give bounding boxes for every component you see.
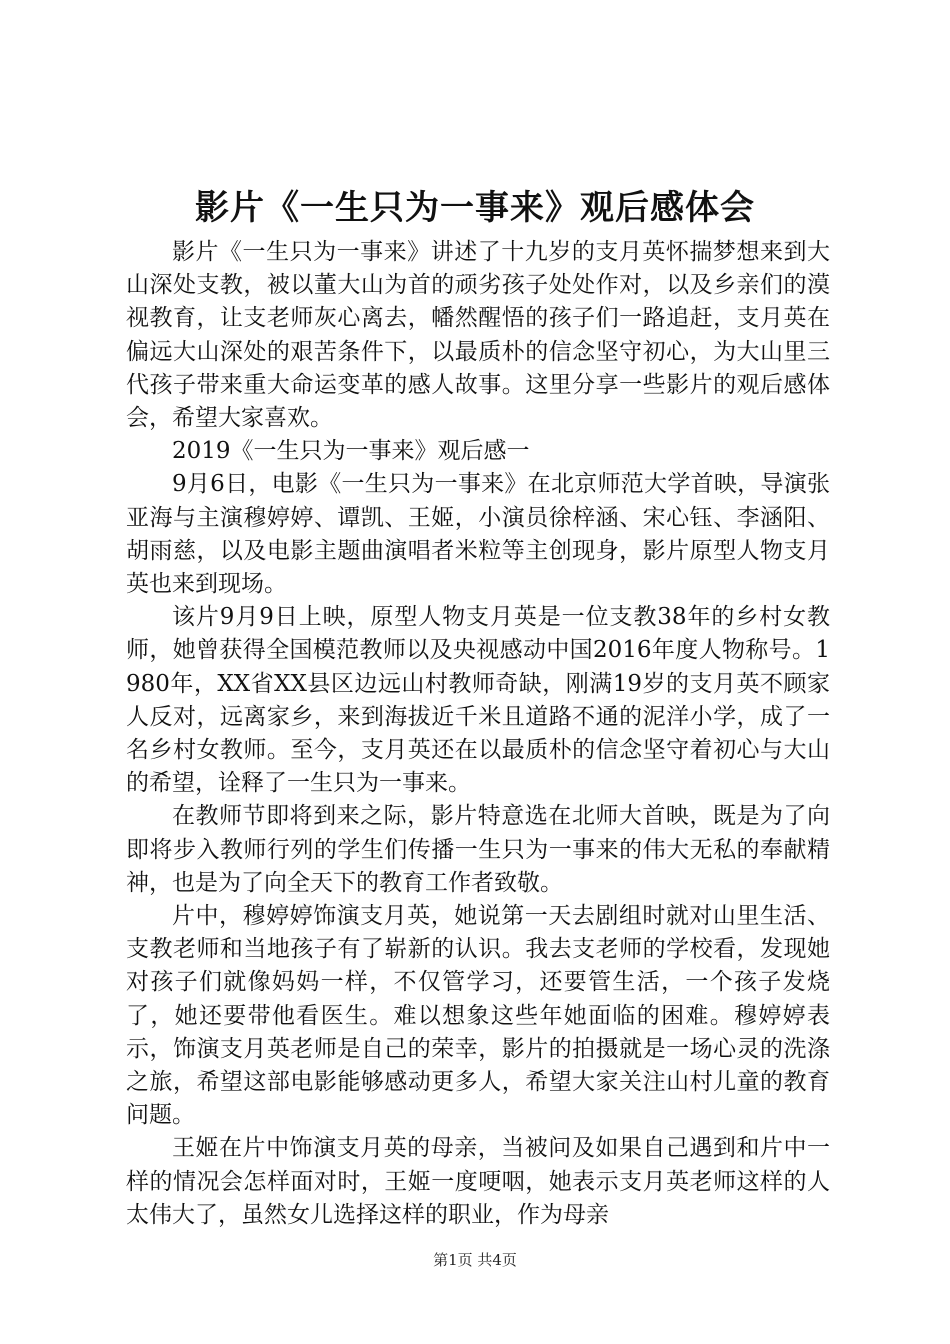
document-body	[126, 236, 830, 1232]
paragraph-intro: 影片《一生只为一事来》讲述了十九岁的支月英怀揣梦想来到大山深处支教，被以董大山为首的顽劣孩子处处作对，以及乡亲们的漠视教育，让支老师灰心离去，幡然醒悟的孩子们一路追赶，支月英在偏远大山深处的艰苦条件下，以最质朴的信念坚守初心，为大山里三代孩子带来重大命运变革的感人故事。这里分享一些影片的观后感体会，希望大家喜欢。	[126, 239, 830, 432]
document-title: 影片《一生只为一事来》观后感体会	[195, 188, 755, 228]
section-heading: 2019《一生只为一事来》观后感一	[172, 438, 530, 465]
paragraph-premiere: 9月6日，电影《一生只为一事来》在北京师范大学首映，导演张亚海与主演穆婷婷、谭凯、王姬，小演员徐梓涵、宋心钰、李涵阳、胡雨慈，以及电影主题曲演唱者米粒等主创现身，影片原型人物支月英也来到现场。	[126, 471, 830, 598]
paragraph-wang-ji: 王姬在片中饰演支月英的母亲，当被问及如果自己遇到和片中一样的情况会怎样面对时，王姬一度哽咽，她表示支月英老师这样的人太伟大了，虽然女儿选择这样的职业，作为母亲	[126, 1135, 830, 1228]
paragraph-mu-tingting: 片中，穆婷婷饰演支月英，她说第一天去剧组时就对山里生活、支教老师和当地孩子有了崭新的认识。我去支老师的学校看，发现她对孩子们就像妈妈一样，不仅管学习，还要管生活，一个孩子发烧了，她还要带他看医生。难以想象这些年她面临的困难。穆婷婷表示，饰演支月英老师是自己的荣幸，影片的拍摄就是一场心灵的洗涤之旅，希望这部电影能够感动更多人，希望大家关注山村儿童的教育问题。	[126, 903, 830, 1129]
page-footer: 第1页 共4页	[433, 1251, 517, 1269]
paragraph-release: 该片9月9日上映，原型人物支月英是一位支教38年的乡村女教师，她曾获得全国模范教师以及央视感动中国2016年度人物称号。1980年，XX省XX县区边远山村教师奇缺，刚满19岁的支月英不顾家人反对，远离家乡，来到海拔近千米且道路不通的泥洋小学，成了一名乡村女教师。至今，支月英还在以最质朴的信念坚守着初心与大山的希望，诠释了一生只为一事来。	[126, 604, 830, 797]
paragraph-teachers-day: 在教师节即将到来之际，影片特意选在北师大首映，既是为了向即将步入教师行列的学生们传播一生只为一事来的伟大无私的奉献精神，也是为了向全天下的教育工作者致敬。	[126, 803, 830, 896]
